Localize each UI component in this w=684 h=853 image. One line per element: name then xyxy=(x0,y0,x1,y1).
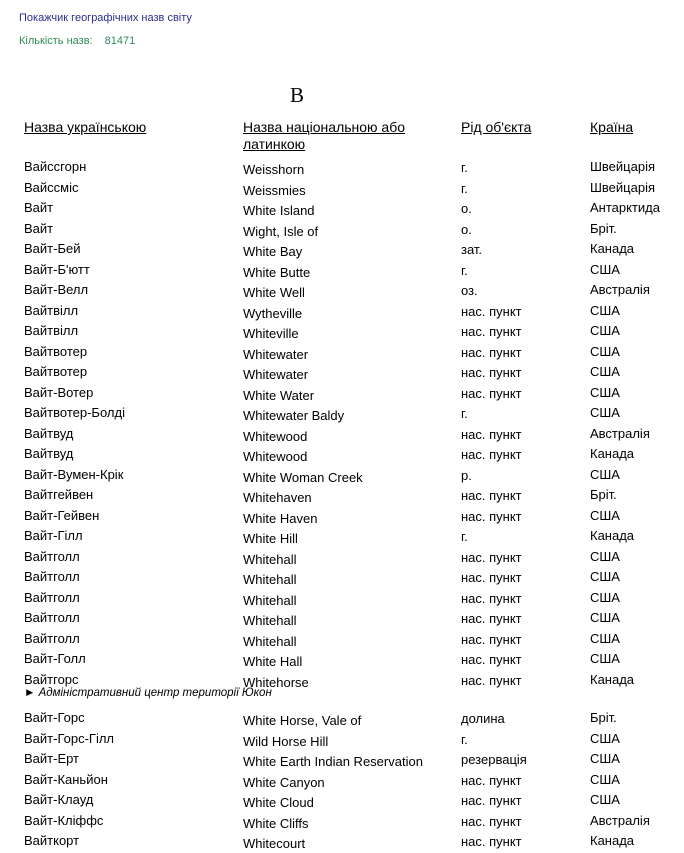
cell-ukrainian-name: Вайтвуд xyxy=(24,425,74,441)
cell-object-type: нас. пункт xyxy=(461,426,522,442)
cell-ukrainian-name: Вайт-Кліффс xyxy=(24,812,104,828)
cell-ukrainian-name: Вайт-Вумен-Крік xyxy=(24,466,124,482)
cell-object-type: нас. пункт xyxy=(461,488,522,503)
cell-object-type: р. xyxy=(461,467,472,483)
table-row xyxy=(0,527,684,548)
cell-country: США xyxy=(590,384,620,400)
cell-latin-name: White Cloud xyxy=(243,795,314,810)
column-header-country: Країна xyxy=(590,119,634,135)
cell-object-type: оз. xyxy=(461,283,478,298)
cell-latin-name: Whitehall xyxy=(243,551,297,567)
cell-country: Бріт. xyxy=(590,220,617,236)
cell-country: Австралія xyxy=(590,282,650,297)
cell-country: Швейцарія xyxy=(590,179,655,195)
cell-latin-name: Whitehall xyxy=(243,572,297,587)
cell-ukrainian-name: Вайт xyxy=(24,220,54,236)
cell-latin-name: Whitehall xyxy=(243,633,297,649)
cell-object-type: г. xyxy=(461,262,468,278)
cell-latin-name: Whitecourt xyxy=(243,836,306,851)
cell-object-type: нас. пункт xyxy=(461,508,522,524)
cell-latin-name: Wytheville xyxy=(243,305,303,321)
cell-latin-name: Whitehaven xyxy=(243,490,312,505)
cell-country: США xyxy=(590,466,620,482)
cell-ukrainian-name: Вайт-Клауд xyxy=(24,792,94,807)
cell-latin-name: White Canyon xyxy=(243,774,325,790)
cell-ukrainian-name: Вайтвілл xyxy=(24,323,79,338)
index-title: Покажчик географічних назв світу xyxy=(19,12,192,24)
cell-latin-name: Wild Horse Hill xyxy=(243,733,329,749)
cell-object-type: нас. пункт xyxy=(461,611,522,626)
table-row xyxy=(0,199,684,220)
cell-country: США xyxy=(590,630,620,646)
table-row xyxy=(0,404,684,425)
cell-object-type: нас. пункт xyxy=(461,365,522,380)
cell-ukrainian-name: Вайтголл xyxy=(24,630,80,646)
cell-ukrainian-name: Вайссгорн xyxy=(24,159,87,174)
cell-latin-name: Weisshorn xyxy=(243,162,305,177)
cell-country: Швейцарія xyxy=(590,159,655,174)
cell-country: Канада xyxy=(590,671,635,687)
cell-ukrainian-name: Вайтгорс xyxy=(24,671,79,687)
cell-latin-name: Whitewater Baldy xyxy=(243,408,345,423)
cell-ukrainian-name: Вайссміс xyxy=(24,179,79,195)
column-header-type: Рід об'єкта xyxy=(461,119,532,135)
cell-ukrainian-name: Вайтголл xyxy=(24,569,80,584)
cell-object-type: нас. пункт xyxy=(461,385,522,401)
cell-latin-name: Weissmies xyxy=(243,182,306,198)
cell-country: США xyxy=(590,651,620,666)
names-table xyxy=(0,158,684,853)
cell-object-type: нас. пункт xyxy=(461,631,522,647)
cell-ukrainian-name: Вайт-Горс xyxy=(24,710,85,725)
names-count-value: 81471 xyxy=(104,35,136,47)
table-row xyxy=(0,158,684,179)
cell-latin-name: White Well xyxy=(243,285,305,300)
cell-object-type: г. xyxy=(461,180,468,196)
table-row xyxy=(0,220,684,241)
cell-latin-name: White Earth Indian Reservation xyxy=(243,754,423,769)
table-row xyxy=(0,609,684,630)
cell-country: Канада xyxy=(590,241,635,256)
table-row xyxy=(0,730,684,751)
cell-ukrainian-name: Вайтголл xyxy=(24,589,80,605)
section-letter: В xyxy=(290,83,305,107)
table-row xyxy=(0,486,684,507)
cell-object-type: нас. пункт xyxy=(461,793,522,808)
cell-latin-name: Whitehorse xyxy=(243,674,309,690)
cell-ukrainian-name: Вайт-Гейвен xyxy=(24,507,100,523)
cell-country: Австралія xyxy=(590,425,650,441)
table-row xyxy=(0,650,684,671)
cell-ukrainian-name: Вайт-Велл xyxy=(24,282,89,297)
cell-country: США xyxy=(590,792,620,807)
cell-latin-name: Wight, Isle of xyxy=(243,223,319,239)
cell-latin-name: White Bay xyxy=(243,244,303,259)
table-row xyxy=(0,302,684,323)
names-count xyxy=(19,35,135,47)
cell-object-type: нас. пункт xyxy=(461,303,522,319)
cell-country: США xyxy=(590,343,620,359)
cell-object-type: долина xyxy=(461,711,505,726)
cell-latin-name: Whiteville xyxy=(243,326,299,341)
cell-object-type: резервація xyxy=(461,752,527,767)
cell-ukrainian-name: Вайтголл xyxy=(24,548,80,564)
table-row xyxy=(0,445,684,466)
cell-latin-name: Whitewood xyxy=(243,428,308,444)
cell-object-type: нас. пункт xyxy=(461,772,522,788)
cell-latin-name: White Hill xyxy=(243,531,298,546)
cell-ukrainian-name: Вайт-Каньйон xyxy=(24,771,108,787)
cell-country: Канада xyxy=(590,833,635,848)
cell-country: Бріт. xyxy=(590,487,617,502)
table-row xyxy=(0,466,684,487)
cell-ukrainian-name: Вайткорт xyxy=(24,833,80,848)
cell-object-type: нас. пункт xyxy=(461,549,522,565)
cell-latin-name: White Cliffs xyxy=(243,815,309,831)
cell-latin-name: White Butte xyxy=(243,264,311,280)
table-row xyxy=(0,548,684,569)
cell-ukrainian-name: Вайтгейвен xyxy=(24,487,94,502)
cell-object-type: о. xyxy=(461,201,472,216)
cell-country: США xyxy=(590,589,620,605)
table-row xyxy=(0,240,684,261)
cell-ukrainian-name: Вайт-Голл xyxy=(24,651,86,666)
cell-country: США xyxy=(590,730,620,746)
table-row xyxy=(0,322,684,343)
table-row xyxy=(0,425,684,446)
table-row xyxy=(0,363,684,384)
cell-ukrainian-name: Вайтвотер-Болді xyxy=(24,405,125,420)
cell-country: США xyxy=(590,751,620,766)
cell-country: США xyxy=(590,548,620,564)
cell-object-type: нас. пункт xyxy=(461,834,522,849)
cell-country: Антарктида xyxy=(590,200,660,215)
table-row xyxy=(0,343,684,364)
cell-object-type: г. xyxy=(461,529,468,544)
cell-ukrainian-name: Вайтвуд xyxy=(24,446,74,461)
cell-ukrainian-name: Вайтголл xyxy=(24,610,80,625)
cell-ukrainian-name: Вайт-Горс-Гілл xyxy=(24,730,115,746)
names-count-label: Кількість назв: xyxy=(19,35,93,47)
table-row xyxy=(0,709,684,730)
cell-country: Австралія xyxy=(590,812,650,828)
cell-ukrainian-name: Вайтвотер xyxy=(24,364,88,379)
cell-latin-name: White Haven xyxy=(243,510,318,526)
note-row xyxy=(0,687,684,709)
cell-country: США xyxy=(590,771,620,787)
table-row xyxy=(0,771,684,792)
cell-country: США xyxy=(590,364,620,379)
cell-latin-name: White Island xyxy=(243,203,315,218)
cell-country: США xyxy=(590,405,620,420)
table-rows-group xyxy=(0,709,684,853)
cell-latin-name: White Horse, Vale of xyxy=(243,713,362,728)
table-row xyxy=(0,589,684,610)
cell-object-type: нас. пункт xyxy=(461,813,522,829)
cell-latin-name: Whitehall xyxy=(243,613,297,628)
table-row xyxy=(0,812,684,833)
cell-country: США xyxy=(590,507,620,523)
cell-ukrainian-name: Вайтвотер xyxy=(24,343,88,359)
table-row xyxy=(0,507,684,528)
cell-object-type: нас. пункт xyxy=(461,672,522,688)
cell-latin-name: Whitewater xyxy=(243,367,309,382)
note-text: ► Адміністративний центр території Юкон xyxy=(24,687,272,699)
cell-country: Канада xyxy=(590,528,635,543)
cell-latin-name: White Hall xyxy=(243,654,303,669)
cell-object-type: г. xyxy=(461,731,468,747)
cell-object-type: нас. пункт xyxy=(461,570,522,585)
table-row xyxy=(0,832,684,853)
table-row xyxy=(0,261,684,282)
cell-latin-name: Whitewood xyxy=(243,449,308,464)
cell-ukrainian-name: Вайт xyxy=(24,200,54,215)
cell-object-type: зат. xyxy=(461,242,483,257)
cell-country: США xyxy=(590,302,620,318)
cell-object-type: нас. пункт xyxy=(461,590,522,606)
cell-object-type: г. xyxy=(461,160,468,175)
cell-ukrainian-name: Вайтвілл xyxy=(24,302,79,318)
cell-latin-name: White Water xyxy=(243,387,315,403)
column-header-latin: Назва національною або латинкою xyxy=(243,119,406,152)
table-row xyxy=(0,568,684,589)
table-rows-group xyxy=(0,158,684,691)
cell-country: США xyxy=(590,261,620,277)
table-row xyxy=(0,750,684,771)
cell-latin-name: White Woman Creek xyxy=(243,469,363,485)
cell-ukrainian-name: Вайт-Вотер xyxy=(24,384,94,400)
cell-object-type: нас. пункт xyxy=(461,447,522,462)
cell-ukrainian-name: Вайт-Гілл xyxy=(24,528,83,543)
cell-ukrainian-name: Вайт-Б'ютт xyxy=(24,261,90,277)
cell-object-type: нас. пункт xyxy=(461,652,522,667)
cell-country: США xyxy=(590,323,620,338)
cell-country: Канада xyxy=(590,446,635,461)
cell-object-type: нас. пункт xyxy=(461,344,522,360)
cell-country: США xyxy=(590,569,620,584)
cell-latin-name: Whitewater xyxy=(243,346,309,362)
cell-ukrainian-name: Вайт-Ерт xyxy=(24,751,80,766)
column-header-ukrainian: Назва українською xyxy=(24,119,147,135)
table-row xyxy=(0,791,684,812)
table-row xyxy=(0,630,684,651)
cell-ukrainian-name: Вайт-Бей xyxy=(24,241,81,256)
cell-object-type: о. xyxy=(461,221,472,237)
table-row xyxy=(0,281,684,302)
table-row xyxy=(0,384,684,405)
cell-country: Бріт. xyxy=(590,710,617,725)
table-row xyxy=(0,179,684,200)
cell-country: США xyxy=(590,610,620,625)
cell-latin-name: Whitehall xyxy=(243,592,297,608)
cell-object-type: г. xyxy=(461,406,468,421)
cell-object-type: нас. пункт xyxy=(461,324,522,339)
